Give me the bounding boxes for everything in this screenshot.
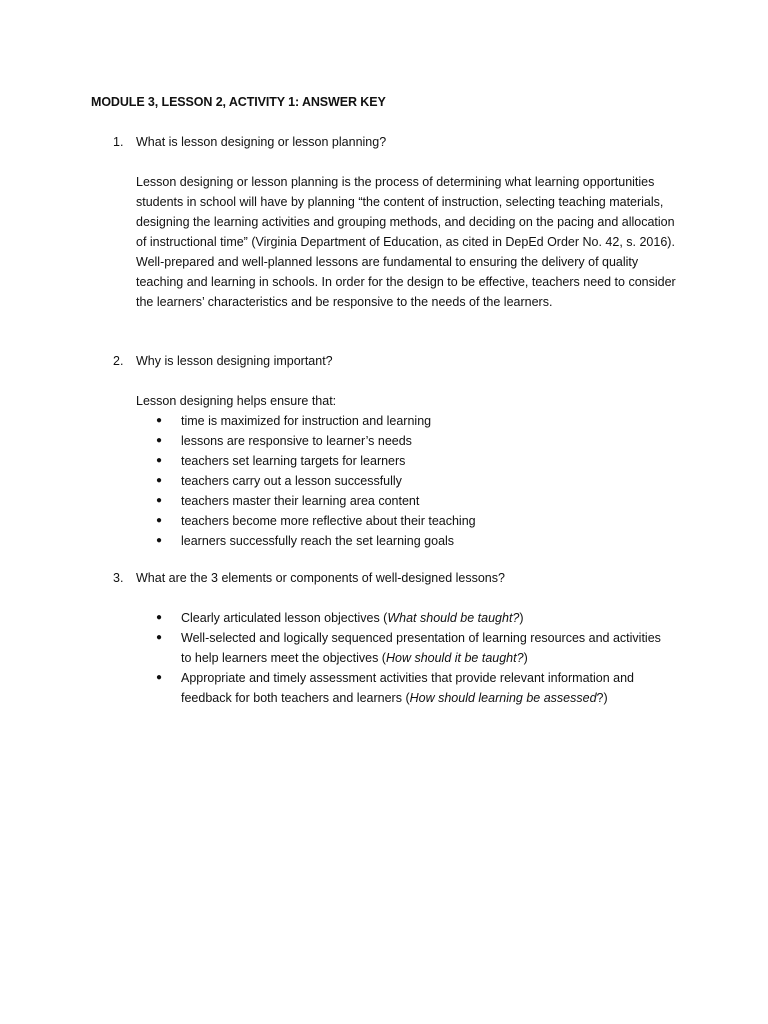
list-item: ● lessons are responsive to learner’s needs [136, 431, 666, 451]
question-1-text: What is lesson designing or lesson planning? [136, 135, 387, 149]
bullet-icon: ● [156, 415, 163, 426]
bullet-icon: ● [156, 612, 163, 623]
question-1-number: 1. [113, 135, 124, 149]
list-item: ● teachers carry out a lesson successfully [136, 471, 666, 491]
list-item: ● time is maximized for instruction and learning [136, 411, 666, 431]
list-item: ● Clearly articulated lesson objectives (What should be taught?) [136, 608, 666, 628]
bullet-icon: ● [156, 535, 163, 546]
list-item: ● teachers master their learning area content [136, 491, 666, 511]
bullet-icon: ● [156, 455, 163, 466]
bullet-icon: ● [156, 515, 163, 526]
answer-1-paragraph: Lesson designing or lesson planning is the process of determining what learning opportunities students in school will have by planning “the content of instruction, selecting teaching materials, designing the learning activities and grouping methods, and deciding on the pacing and allocation of instructional time” (Virginia Department of Education, as cited in DepEd Order No. 42, s. 2016). Well-prepared and well-planned lessons are fundamental to ensuring the delivery of quality teaching and learning in schools. In order for the design to be effective, teachers need to consider the learners’ characteristics and be responsive to the needs of the learners. [136, 175, 676, 309]
bullet-icon: ● [156, 475, 163, 486]
list-item: ● Well-selected and logically sequenced presentation of learning resources and activities to help learners meet the objectives (How should it be taught?) [136, 628, 666, 668]
question-3-text: What are the 3 elements or components of well-designed lessons? [136, 571, 505, 585]
answer-2-intro: Lesson designing helps ensure that: [136, 394, 337, 408]
document-title: MODULE 3, LESSON 2, ACTIVITY 1: ANSWER KEY [91, 95, 386, 109]
list-item: ● learners successfully reach the set learning goals [136, 531, 666, 551]
bullet-icon: ● [156, 495, 163, 506]
answer-2-list [136, 411, 666, 551]
list-item: ● teachers set learning targets for learners [136, 451, 666, 471]
bullet-icon: ● [156, 672, 163, 683]
bullet-icon: ● [156, 435, 163, 446]
bullet-icon: ● [156, 632, 163, 643]
list-item: ● teachers become more reflective about their teaching [136, 511, 666, 531]
list-item: ● Appropriate and timely assessment activities that provide relevant information and feedback for both teachers and learners (How should learning be assessed?) [136, 668, 666, 708]
answer-3-list [136, 608, 666, 708]
question-2-text: Why is lesson designing important? [136, 354, 333, 368]
question-2-number: 2. [113, 354, 124, 368]
question-3-number: 3. [113, 571, 124, 585]
